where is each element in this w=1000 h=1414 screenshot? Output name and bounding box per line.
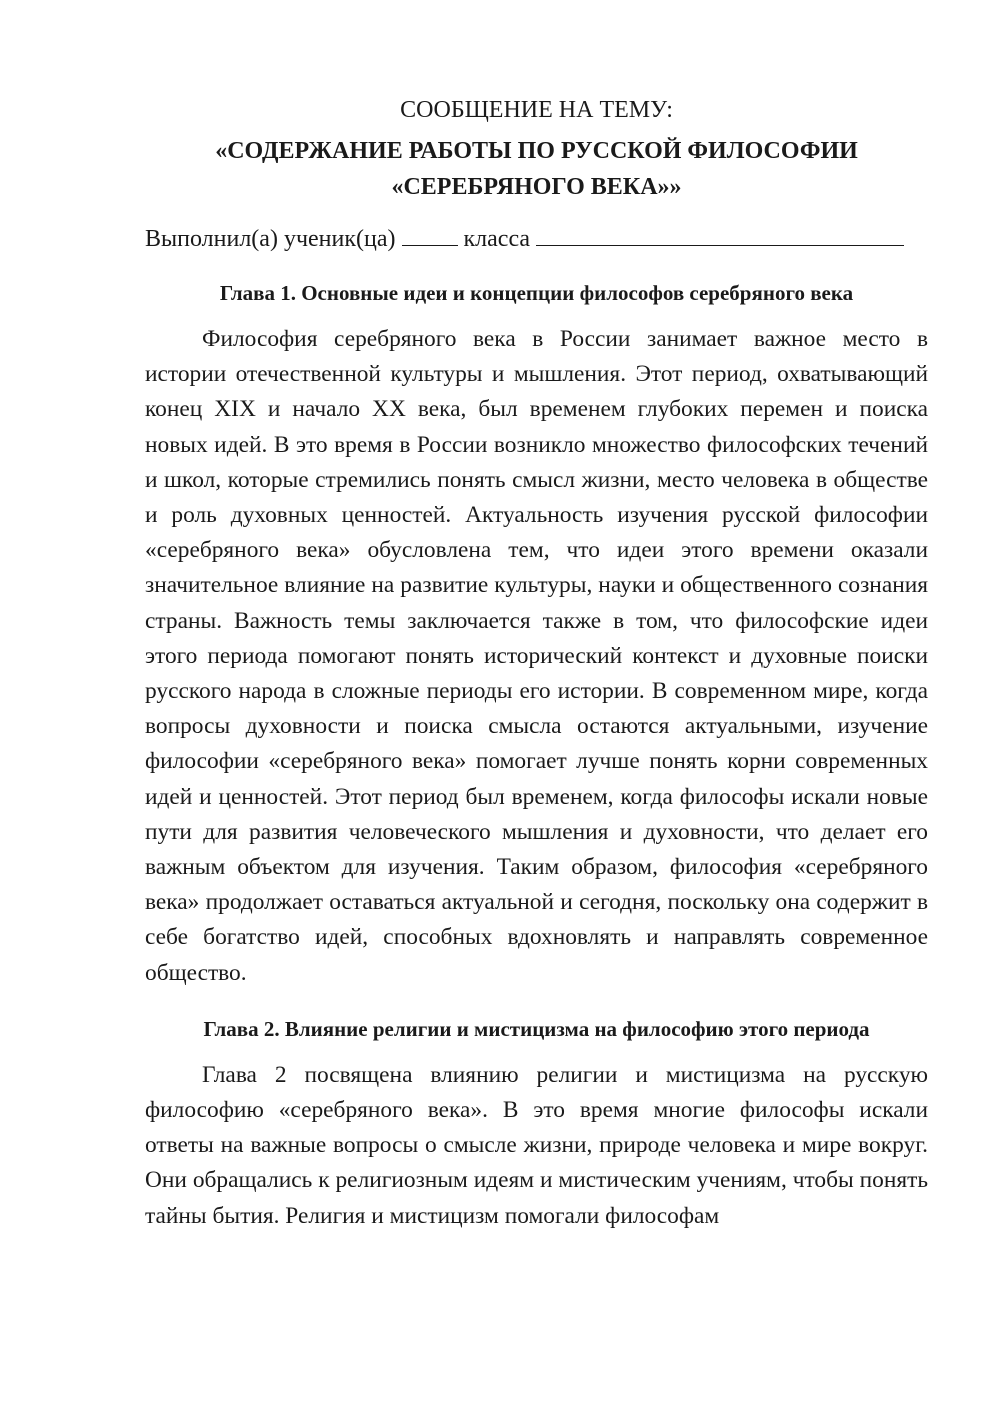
- title-line-1: «СОДЕРЖАНИЕ РАБОТЫ ПО РУССКОЙ ФИЛОСОФИИ: [215, 138, 858, 164]
- chapter-1-heading: Глава 1. Основные идеи и концепции философов серебряного века: [219, 281, 854, 305]
- name-blank[interactable]: [536, 223, 904, 246]
- title-line-2: «СЕРЕБРЯНОГО ВЕКА»»: [391, 174, 682, 200]
- chapter-2-paragraph: Глава 2 посвящена влиянию религии и мистицизма на русскую философию «серебряного века». В это время многие философы искали ответы на важные вопросы о смысле жизни, природе человека и мире вокруг. Они обращались к религиозным идеям и мистическим учениям, чтобы понять тайны бытия. Религия и мистицизм помогали философам: [145, 1061, 928, 1229]
- class-word: класса: [463, 226, 531, 252]
- document-title: [145, 133, 928, 205]
- grade-blank[interactable]: [402, 223, 458, 246]
- document-label: СООБЩЕНИЕ НА ТЕМУ:: [400, 97, 673, 123]
- author-prefix: Выполнил(а) ученик(ца): [145, 226, 396, 252]
- chapter-1-paragraph: Философия серебряного века в России занимает важное место в истории отечественной культуры и мышления. Этот период, охватывающий конец XIX и начало XX века, был временем глубоких перемен и поиска новых идей. В это время в России возникло множество философских течений и школ, которые стремились понять смысл жизни, место человека в обществе и роль духовных ценностей. Актуальность изучения русской философии «серебряного века» обусловлена тем, что идеи этого времени оказали значительное влияние на развитие культуры, науки и общественного сознания страны. Важность темы заключается также в том, что философские идеи этого периода помогают понять исторический контекст и духовные поиски русского народа в сложные периоды его истории. В современном мире, когда вопросы духовности и поиска смысла остаются актуальными, изучение философии «серебряного века» помогает лучше понять корни современных идей и ценностей. Этот период был временем, когда философы искали новые пути для развития человеческого мышления и духовности, что делает его важным объектом для изучения. Таким образом, философия «серебряного века» продолжает оставаться актуальной и сегодня, поскольку она содержит в себе богатство идей, способных вдохновлять и направлять современное общество.: [145, 326, 928, 986]
- chapter-2-heading: Глава 2. Влияние религии и мистицизма на философию этого периода: [203, 1016, 870, 1041]
- document-page: [145, 92, 928, 1234]
- author-line: [145, 221, 928, 257]
